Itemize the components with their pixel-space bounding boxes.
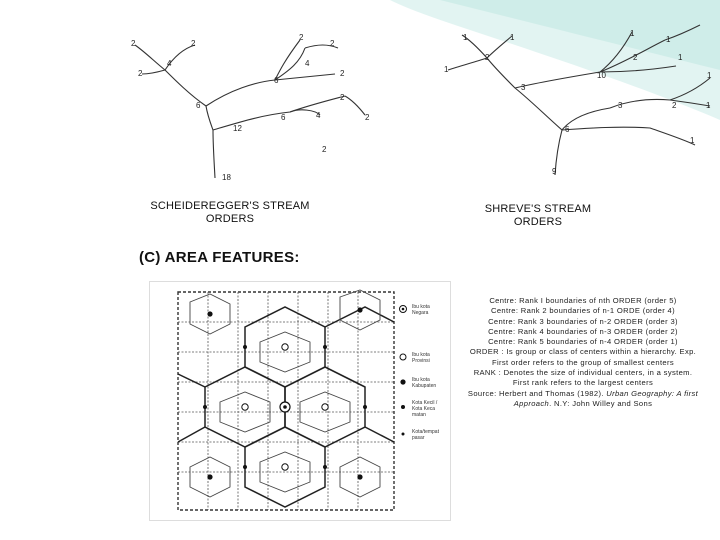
legend-regency-capital: Ibu kota Kabupaten — [412, 377, 437, 389]
scheidegger-numbers — [131, 33, 370, 182]
shreve-num: 1 — [666, 35, 671, 44]
shreve-num: 1 — [707, 71, 712, 80]
scheid-num: 18 — [222, 173, 231, 182]
shreve-num: 2 — [633, 53, 638, 62]
scheid-num: 2 — [340, 93, 345, 102]
shreve-label-line1: SHREVE'S STREAM — [484, 203, 592, 215]
hexagon-map-drawing — [150, 282, 450, 520]
hierarchy-notes — [452, 296, 714, 409]
source-title-cont: Approach — [513, 398, 550, 408]
shreve-num: 1 — [630, 29, 635, 38]
shreve-stream-network — [448, 25, 710, 175]
shreve-num: 1 — [690, 136, 695, 145]
note-line: Centre: Rank 4 boundaries of n-3 ORDER (order 2) — [488, 326, 678, 336]
shreve-num: 1 — [510, 33, 515, 42]
note-line: First order refers to the group of smallest centers — [491, 357, 675, 367]
source-prefix: Source: Herbert and Thomas (1982). — [467, 388, 607, 398]
scheidegger-label-line2: ORDERS — [205, 213, 255, 225]
shreve-num: 10 — [597, 71, 606, 80]
source-publisher: . N.Y: John Willey and Sons — [549, 398, 653, 408]
shreve-num: 9 — [552, 167, 557, 176]
central-place-map — [149, 281, 451, 521]
scheid-num: 4 — [305, 59, 310, 68]
shreve-label-line2: ORDERS — [513, 216, 563, 228]
area-features-heading: (C) AREA FEATURES: — [139, 249, 300, 266]
scheidegger-label-line1: SCHEIDEREGGER'S STREAM — [150, 200, 310, 212]
shreve-num: 1 — [706, 101, 711, 110]
scheid-num: 2 — [322, 145, 327, 154]
shreve-numbers — [444, 29, 712, 176]
scheid-num: 4 — [316, 111, 321, 120]
note-line: RANK : Denotes the size of individual centers, in a system. — [473, 368, 693, 378]
scheid-num: 2 — [299, 33, 304, 42]
note-line: Centre: Rank I boundaries of nth ORDER (order 5) — [489, 296, 677, 305]
shreve-label — [455, 203, 621, 229]
scheid-num: 2 — [138, 69, 143, 78]
scheid-num: 6 — [274, 76, 279, 85]
shreve-num: 2 — [672, 101, 677, 110]
note-source-line — [452, 399, 714, 409]
legend-small-town: Kota Kecil / Kota Keca matan — [412, 400, 438, 418]
note-line: Centre: Rank 3 boundaries of n-2 ORDER (order 3) — [488, 316, 678, 326]
shreve-num: 6 — [565, 125, 570, 134]
scheid-num: 4 — [167, 59, 172, 68]
scheid-num: 12 — [233, 124, 242, 133]
scheid-num: 6 — [196, 101, 201, 110]
scheid-num: 2 — [365, 113, 370, 122]
shreve-num: 3 — [521, 83, 526, 92]
stream-order-diagrams — [0, 0, 720, 200]
scheid-num: 2 — [330, 39, 335, 48]
scheid-num: 2 — [191, 39, 196, 48]
legend-national-capital: Ibu kota Negara — [412, 304, 430, 316]
scheid-num: 6 — [281, 113, 286, 122]
shreve-num: 1 — [678, 53, 683, 62]
legend-symbols — [400, 306, 407, 436]
source-title: Urban Geography: A first — [606, 388, 699, 398]
note-line: First rank refers to the largest centers — [512, 378, 654, 388]
note-line: ORDER : Is group or class of centers within a hierarchy. Exp. — [469, 347, 697, 357]
shreve-num: 2 — [485, 53, 490, 62]
note-source-line — [452, 389, 714, 399]
scheid-num: 2 — [340, 69, 345, 78]
note-line: Centre: Rank 5 boundaries of n-4 ORDER (order 1) — [488, 337, 678, 347]
shreve-num: 1 — [444, 65, 449, 74]
shreve-num: 1 — [463, 33, 468, 42]
scheid-num: 2 — [131, 39, 136, 48]
legend-provincial-capital: Ibu kota Provinsi — [412, 352, 430, 364]
shreve-num: 3 — [618, 101, 623, 110]
legend-market-place: Kota/tempat pasar — [412, 429, 439, 441]
note-line: Centre: Rank 2 boundaries of n-1 ORDE (order 4) — [490, 306, 675, 316]
scheidegger-label — [130, 200, 330, 226]
